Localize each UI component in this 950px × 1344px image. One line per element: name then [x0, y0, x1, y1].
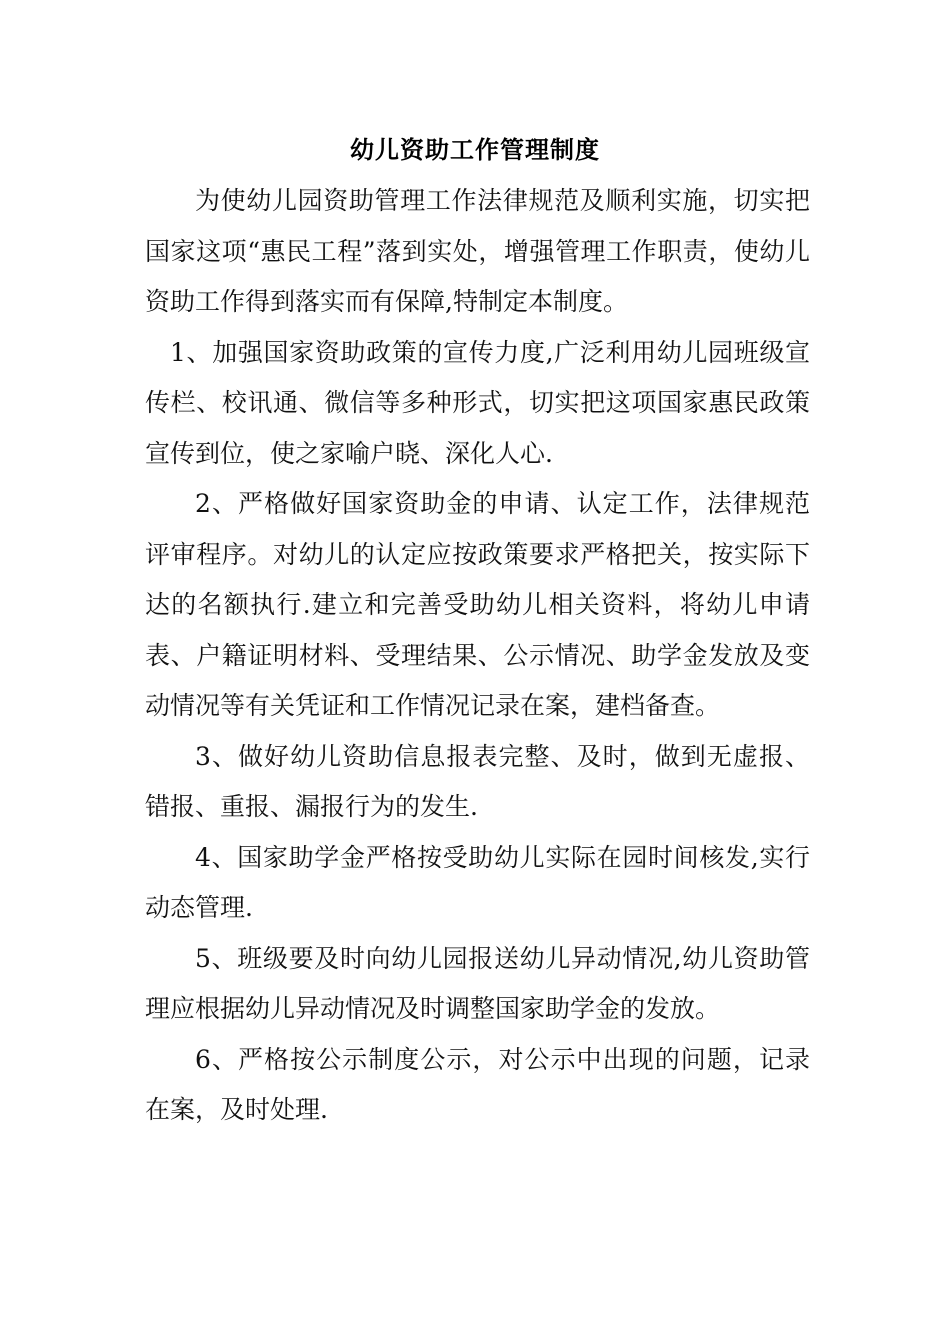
clause-2-paragraph: 2、严格做好国家资助金的申请、认定工作，法律规范评审程序。对幼儿的认定应按政策要求严格把关，按实际下达的名额执行.建立和完善受助幼儿相关资料，将幼儿申请表、户籍证明材料、受理结果、公示情况、助学金发放及变动情况等有关凭证和工作情况记录在案，建档备查。	[145, 489, 810, 720]
clause-6-paragraph: 6、严格按公示制度公示，对公示中出现的问题，记录在案，及时处理.	[145, 1044, 810, 1124]
clause-1-paragraph: 1、加强国家资助政策的宣传力度,广泛利用幼儿园班级宣传栏、校讯通、微信等多种形式，切实把这项国家惠民政策宣传到位，使之家喻户晓、深化人心.	[145, 337, 810, 468]
clause-4-paragraph: 4、国家助学金严格按受助幼儿实际在园时间核发,实行动态管理.	[145, 842, 810, 922]
document-body	[145, 176, 810, 1136]
clause-3-paragraph: 3、做好幼儿资助信息报表完整、及时，做到无虚报、错报、重报、漏报行为的发生.	[145, 741, 810, 821]
intro-paragraph: 为使幼儿园资助管理工作法律规范及顺利实施，切实把国家这项“惠民工程”落到实处，增强管理工作职责，使幼儿资助工作得到落实而有保障,特制定本制度。	[145, 186, 810, 316]
document-title: 幼儿资助工作管理制度	[350, 136, 600, 164]
clause-5-paragraph: 5、班级要及时向幼儿园报送幼儿异动情况,幼儿资助管理应根据幼儿异动情况及时调整国家助学金的发放。	[145, 943, 810, 1023]
